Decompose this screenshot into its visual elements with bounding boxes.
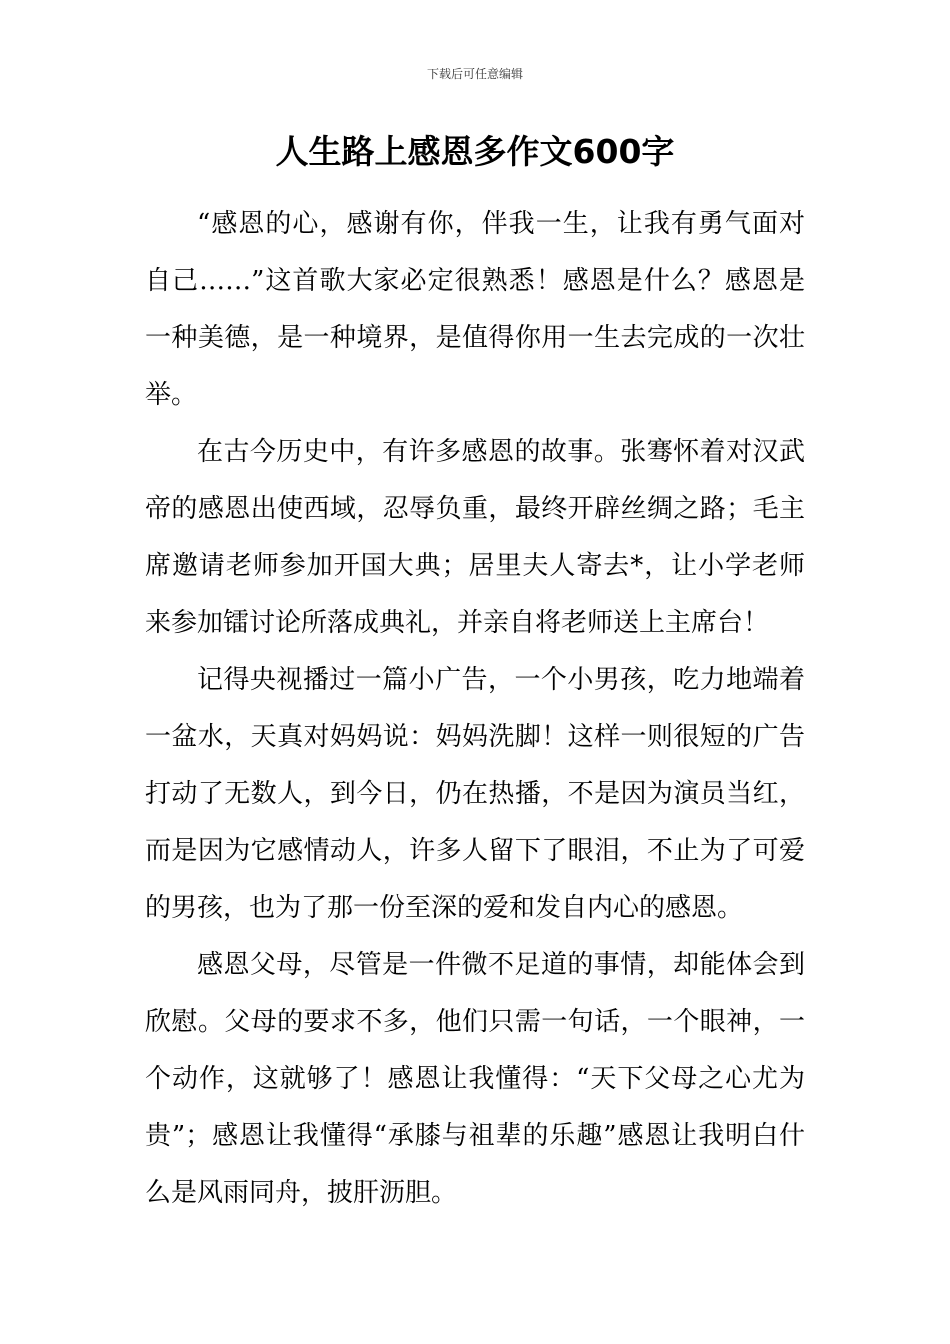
paragraph-4: 感恩父母，尽管是一件微不足道的事情，却能体会到欣慰。父母的要求不多，他们只需一句话，一个眼神，一个动作，这就够了！感恩让我懂得：“天下父母之心尤为贵”；感恩让我懂得“承膝与祖辈的乐趣”感恩让我明白什么是风雨同舟，披肝沥胆。 — [145, 950, 805, 1208]
paragraph-2: 在古今历史中，有许多感恩的故事。张骞怀着对汉武帝的感恩出使西域，忍辱负重，最终开辟丝绸之路；毛主席邀请老师参加开国大典；居里夫人寄去*，让小学老师来参加镭讨论所落成典礼，并亲自将老师送上主席台！ — [145, 437, 805, 638]
header-note: 下载后可任意编辑 — [426, 67, 523, 81]
paragraph-1: “感恩的心，感谢有你，伴我一生，让我有勇气面对自己……”这首歌大家必定很熟悉！感恩是什么？感恩是一种美德，是一种境界，是值得你用一生去完成的一次壮举。 — [145, 209, 805, 410]
paragraph-3: 记得央视播过一篇小广告，一个小男孩，吃力地端着一盆水，天真对妈妈说：妈妈洗脚！这样一则很短的广告打动了无数人，到今日，仍在热播，不是因为演员当红，而是因为它感情动人，许多人留下了眼泪，不止为了可爱的男孩，也为了那一份至深的爱和发自内心的感恩。 — [145, 665, 805, 923]
document-title: 人生路上感恩多作文600字 — [275, 132, 675, 171]
document-body — [145, 196, 805, 1222]
